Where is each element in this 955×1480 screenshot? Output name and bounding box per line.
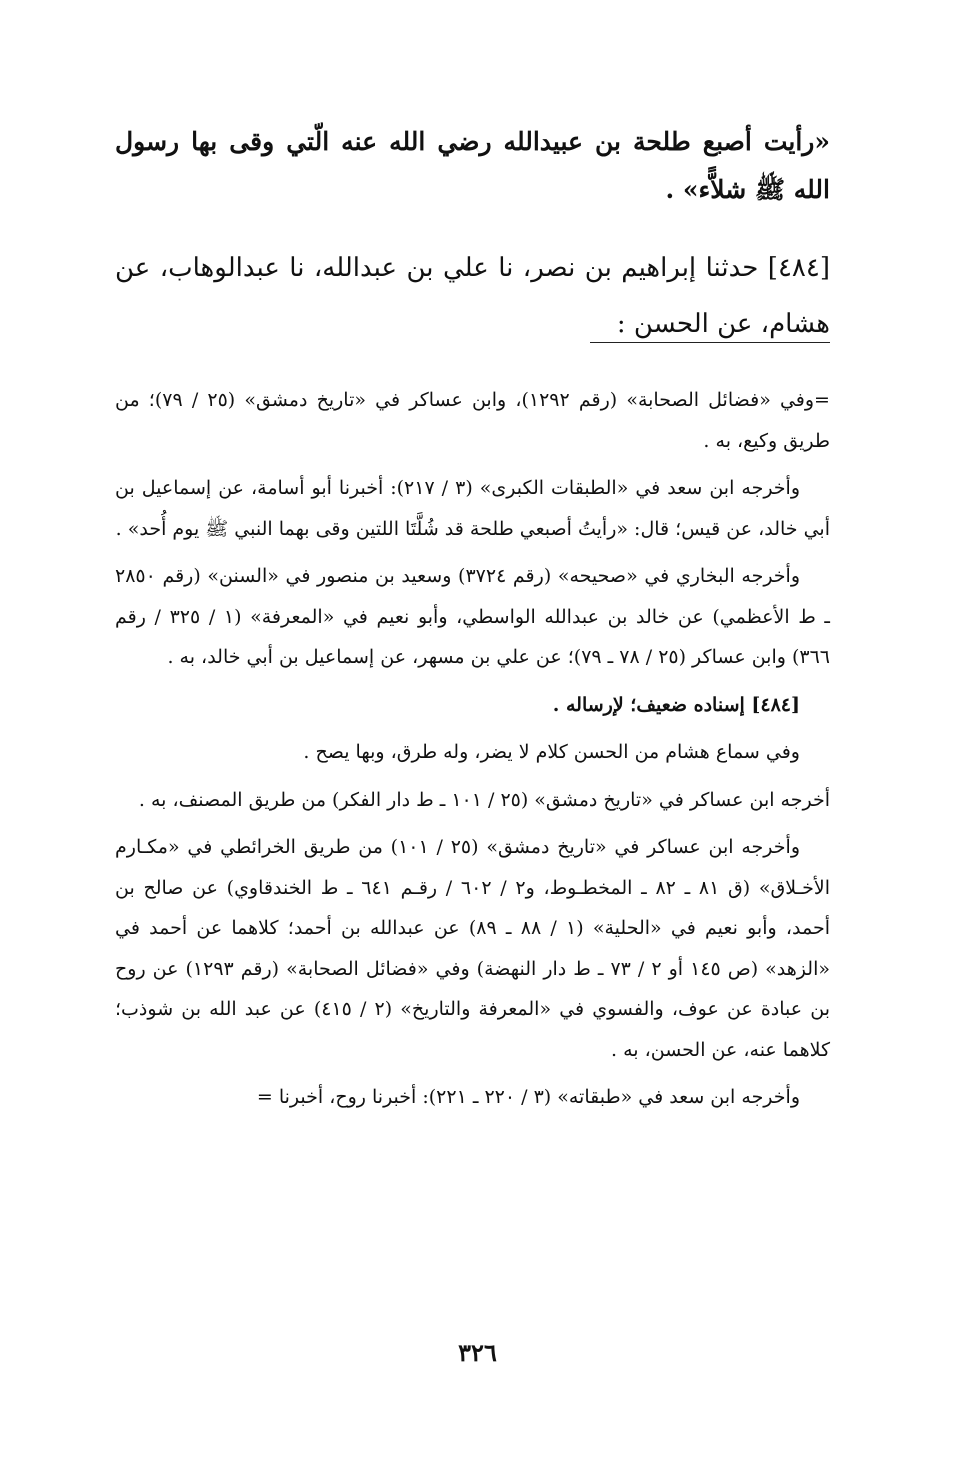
footnote-paragraph: وأخرجه البخاري في «صحيحه» (رقم ٣٧٢٤) وسعيد بن منصور في «السنن» (رقم ٢٨٥٠ ـ ط الأعظمي) عن خالد بن عبدالله الواسطي، وأبو نعيم في «المعرفة» (١ / ٣٢٥ / رقم ٣٦٦) وابن عساكر (٢٥ / ٧٨ ـ ٧٩)؛ عن علي بن مسهر، عن إسماعيل بن أبي خالد، به .: [115, 565, 830, 668]
page-number: ٣٢٦: [458, 1338, 497, 1367]
footnote-paragraph: أخرجه ابن عساكر في «تاريخ دمشق» (٢٥ / ١٠١ ـ ط دار الفكر) من طريق المصنف، به .: [138, 788, 830, 811]
footnote-paragraph: وأخرجه ابن سعد في «الطبقات الكبرى» (٣ / ٢١٧): أخبرنا أبو أسامة، عن إسماعيل بن أبي خالد، عن قيس؛ قال: «رأيتُ أصبعي طلحة قد شُلَّتَا اللتين وقى بهما النبي ﷺ يوم أُحد» .: [115, 477, 830, 540]
quoted-narration: «رأيت أصبع طلحة بن عبيدالله رضي الله عنه الّتي وقى بها رسول الله ﷺ شلاًّء» .: [115, 127, 830, 204]
hadith-chain: [٤٨٤] حدثنا إبراهيم بن نصر، نا علي بن عبدالله، نا عبدالوهاب، عن هشام، عن الحسن :: [115, 253, 830, 339]
footnote-heading: [٤٨٤] إسناده ضعيف؛ لإرساله .: [552, 693, 800, 716]
footnote-paragraph: وفي سماع هشام من الحسن كلام لا يضر، وله طرق، وبها يصح .: [303, 741, 800, 763]
footnote-divider: [590, 342, 830, 343]
footnote-paragraph: =وفي «فضائل الصحابة» (رقم ١٢٩٢)، وابن عساكر في «تاريخ دمشق» (٢٥ / ٧٩)؛ من طريق وكيع، به .: [115, 389, 830, 452]
footnote-paragraph: وأخرجه ابن سعد في «طبقاته» (٣ / ٢٢٠ ـ ٢٢١): أخبرنا روح، أخبرنا =: [256, 1086, 800, 1108]
footnotes-section: [115, 380, 830, 1125]
footnote-paragraph: وأخرجه ابن عساكر في «تاريخ دمشق» (٢٥ / ١٠١) من طريق الخرائطي في «مكـارم الأخـلاق» (ق ٨١ ـ ٨٢ ـ المخطـوط، و٢ / ٦٠٢ / رقـم ٦٤١ ـ ط الخندقاوي) عن صالح بن أحمد، وأبو نعيم في «الحلية» (١ / ٨٨ ـ ٨٩) عن عبدالله بن أحمد؛ كلاهما عن أحمد في «الزهد» (ص ١٤٥ أو ٢ / ٧٣ ـ ط دار النهضة) وفي «فضائل الصحابة» (رقم ١٢٩٣) عن روح بن عبادة عن عوف، والفسوي في «المعرفة والتاريخ» (٢ / ٤١٥) عن عبد الله بن شوذب؛ كلاهما عنه، عن الحسن، به .: [115, 836, 831, 1061]
